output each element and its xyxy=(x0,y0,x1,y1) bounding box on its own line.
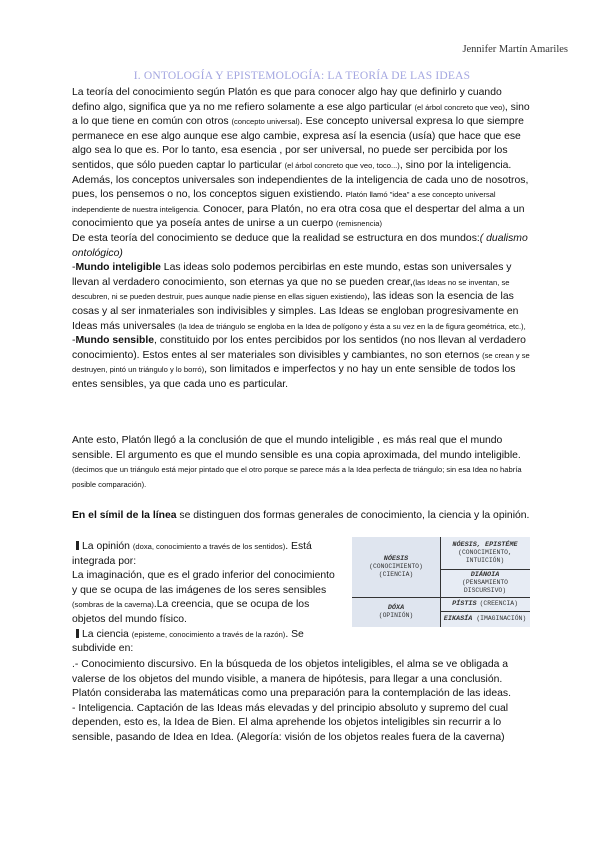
divided-line-table xyxy=(352,537,530,627)
intro-note-3: (el árbol concreto que veo, toco...) xyxy=(284,160,400,170)
intro-paragraph xyxy=(72,86,530,232)
doxa-sub: (OPINIÓN) xyxy=(378,612,414,619)
noesis-cell xyxy=(352,537,440,597)
sensible-text-2: , son limitados e imperfectos y no hay un ente sensible de todos los entes sensibles, ya que cada uno es particular. xyxy=(72,364,516,390)
sensible-text-1: , constituido por los entes percibidos por los sentidos (no nos llevan al verdadero conocimiento). Estos entes al ser materiales son divisibles y cambiantes, no son eternos xyxy=(72,335,526,361)
sensible-world-paragraph: -Mundo sensible, constituido por los entes percibidos por los sentidos (no nos llevan al verdadero conocimiento). Estos entes al ser materiales son divisibles y cambiantes, no son eternos (se crean y se destruyen, pintó un triángulo y lo borró), son limitados e imperfectos y no hay un ente sensible de todos los entes sensibles, ya que cada uno es particular. xyxy=(72,335,530,390)
intro-note-5: (remisnencia) xyxy=(335,219,382,229)
author-name: Jennifer Martín Amariles xyxy=(462,44,568,55)
noesis-sub-2: (CIENCIA) xyxy=(378,571,414,578)
opinion-heading xyxy=(72,540,337,569)
dianoia-sub: (PENSAMIENTO DISCURSIVO) xyxy=(461,579,509,594)
ciencia-heading xyxy=(72,628,337,657)
intelligible-world-label: Mundo inteligible xyxy=(75,262,161,274)
opinion-text-1: La opinión xyxy=(82,541,133,552)
noesis-name: NÓESIS xyxy=(383,555,409,563)
table-main-divider xyxy=(352,597,530,598)
intro-text-1: La teoría del conocimiento según Platón es que para conocer algo hay que definirlo y cuando defino algo, significa que ya no me refiero solamente a ese algo particular xyxy=(72,87,502,113)
opinion-note-2: (sombras de la caverna) xyxy=(72,600,154,610)
opinion-detail xyxy=(72,569,337,627)
dianoia-name: DIÁNOIA xyxy=(470,571,500,579)
intelligible-world-paragraph: -Mundo inteligible Las ideas solo podemos percibirlas en este mundo, estas son universales y llevan al verdadero conocimiento, son eternas ya que no se pueden crear,(las Ideas no se inventan, se descubren, ni se pueden destruir, pues aunque nadie piense en ellas siguen existiendo), las ideas son la esencia de las cosas y al ser inmateriales son indivisibles y simples. Las Ideas se engloban progresivamente en Ideas más universales (la Idea de triángulo se engloba en la Idea de polígono y ésta a su vez en la de figura geométrica, etc.), xyxy=(72,262,526,332)
doxa-name: DÓXA xyxy=(387,604,405,612)
intelligible-note-2: (la Idea de triángulo se engloba en la Idea de polígono y ésta a su vez en la de figura geométrica, etc.), xyxy=(178,321,526,331)
bullet-square-icon xyxy=(76,541,79,550)
intro-text-5: Conocer, para Platón, no era otra cosa que el despertar del alma a un conocimiento que ya poseía antes de unirse a un cuerpo xyxy=(72,203,525,230)
intro-text-3: . Ese concepto universal expresa lo que siempre permanece en ese algo aunque ese algo cambie, expresa así la esencia (usía) que hace que ese algo sea lo que es. Por lo tanto, esa esencia , por ser universal, no puede ser percibida por los sentidos, que sólo pueden captar lo particular xyxy=(72,116,524,171)
discursive-paragraph: .- Conocimiento discursivo. En la búsqueda de los objetos inteligibles, el alma se ve obligada a valerse de los objetos del mundo visible, a manera de hipótesis, para llegar a una conclusión. Platón consideraba las matemáticas como una preparación para la contemplación de las ideas. xyxy=(72,659,511,700)
subdivisions-section xyxy=(72,658,527,746)
simil-label: En el símil de la línea xyxy=(72,510,177,521)
intelligence-paragraph: - Inteligencia. Captación de las Ideas más elevadas y del principio absoluto y supremo del cual dependen, esto es, la Idea de Bien. El alma aprehende los objetos inteligibles sin recurrir a lo sensible, pasando de Idea en Idea. (Alegoría: visión de los objetos reales fuera de la caverna) xyxy=(72,702,509,743)
conclusion-note: (decimos que un triángulo está mejor pintado que el otro porque se parece más a la Idea perfecta de triángulo; sin esa Idea no habría posible comparación). xyxy=(72,465,522,489)
ciencia-text-1: La ciencia xyxy=(82,628,132,640)
dualism-text: De esta teoría del conocimiento se deduce que la realidad se estructura en dos mundos: xyxy=(72,232,480,244)
episteme-cell xyxy=(440,537,530,569)
table-vertical-divider xyxy=(440,537,441,627)
intelligible-note-1: (las Ideas no se inventan, se descubren, ni se pueden destruir, pues aunque nadie piense en ellas siguen existiendo) xyxy=(72,277,510,302)
episteme-sub: (CONOCIMIENTO, INTUICIÓN) xyxy=(458,549,512,564)
eikasia-name: EIKASÍA xyxy=(443,615,473,623)
conclusion-text: Ante esto, Platón llegó a la conclusión de que el mundo inteligible , es más real que el mundo sensible. El argumento es que el mundo sensible es una copia aproximada, del mundo inteligible. xyxy=(72,435,521,461)
intelligible-text-1: Las ideas solo podemos percibirlas en este mundo, estas son universales y llevan al verdadero conocimiento, son eternas ya que no se pueden crear, xyxy=(72,262,512,288)
ciencia-text-2: . Se subdivide en: xyxy=(72,628,304,655)
dualism-paragraph xyxy=(72,232,530,261)
dualism-term: ( dualismo ontológico) xyxy=(72,232,528,259)
sensible-note-1: (se crean y se destruyen, pintó un triángulo y lo borró) xyxy=(72,350,530,375)
pistis-cell xyxy=(440,597,530,611)
intelligible-text-2: , las ideas son la esencia de las cosas y al ser inmateriales son indivisibles y simples. Las Ideas se engloban progresivamente en Ideas más universales xyxy=(72,291,519,332)
intro-section xyxy=(72,86,530,392)
opinion-note-1: (doxa, conocimiento a través de los sentidos) xyxy=(132,542,286,551)
eikasia-sub: (IMAGINACIÓN) xyxy=(476,615,527,622)
doxa-cell xyxy=(352,597,440,627)
intro-note-4: Platón llamó "idea" a ese concepto universal independiente de nuestra inteligencia. xyxy=(72,190,496,214)
eikasia-cell xyxy=(440,611,530,627)
pistis-name: PÍSTIS xyxy=(452,600,477,608)
bullet-square-icon xyxy=(76,629,79,638)
ciencia-note-1: (episteme, conocimiento a través de la razón) xyxy=(131,629,286,639)
table-divider-lower xyxy=(440,611,530,612)
table-divider-upper xyxy=(440,569,530,570)
opinion-section xyxy=(72,540,337,657)
noesis-sub-1: (CONOCIMIENTO) xyxy=(369,563,423,570)
opinion-text-3: La imaginación, que es el grado inferior del conocimiento y que se ocupa de las imágenes de los seres sensibles xyxy=(72,570,335,596)
simil-text: se distinguen dos formas generales de conocimiento, la ciencia y la opinión. xyxy=(176,510,530,521)
dianoia-cell xyxy=(440,569,530,597)
intro-note-2: (concepto universal) xyxy=(231,117,300,127)
opinion-text-2: . Está integrada por: xyxy=(72,541,312,567)
pistis-sub: (CREENCIA) xyxy=(479,600,518,607)
conclusion-paragraph xyxy=(72,434,530,492)
intro-text-2: , sino a lo que tiene en común con otros xyxy=(72,101,530,128)
opinion-text-4: .La creencia, que se ocupa de los objetos del mundo físico. xyxy=(72,599,310,625)
intro-note-1: (el árbol concreto que veo) xyxy=(414,102,505,112)
episteme-name: NÓESIS, EPISTÉME xyxy=(452,541,518,549)
section-title: I. ONTOLOGÍA Y EPISTEMOLOGÍA: LA TEORÍA DE LAS IDEAS xyxy=(133,70,471,82)
intro-text-4: , sino por la inteligencia. Además, los conceptos universales son independientes de la inteligencia de cada uno de nosotros, pues, los pensemos o no, los conceptos siguen existiendo. xyxy=(72,159,529,201)
simil-intro xyxy=(72,509,532,524)
sensible-world-label: Mundo sensible xyxy=(75,335,154,347)
